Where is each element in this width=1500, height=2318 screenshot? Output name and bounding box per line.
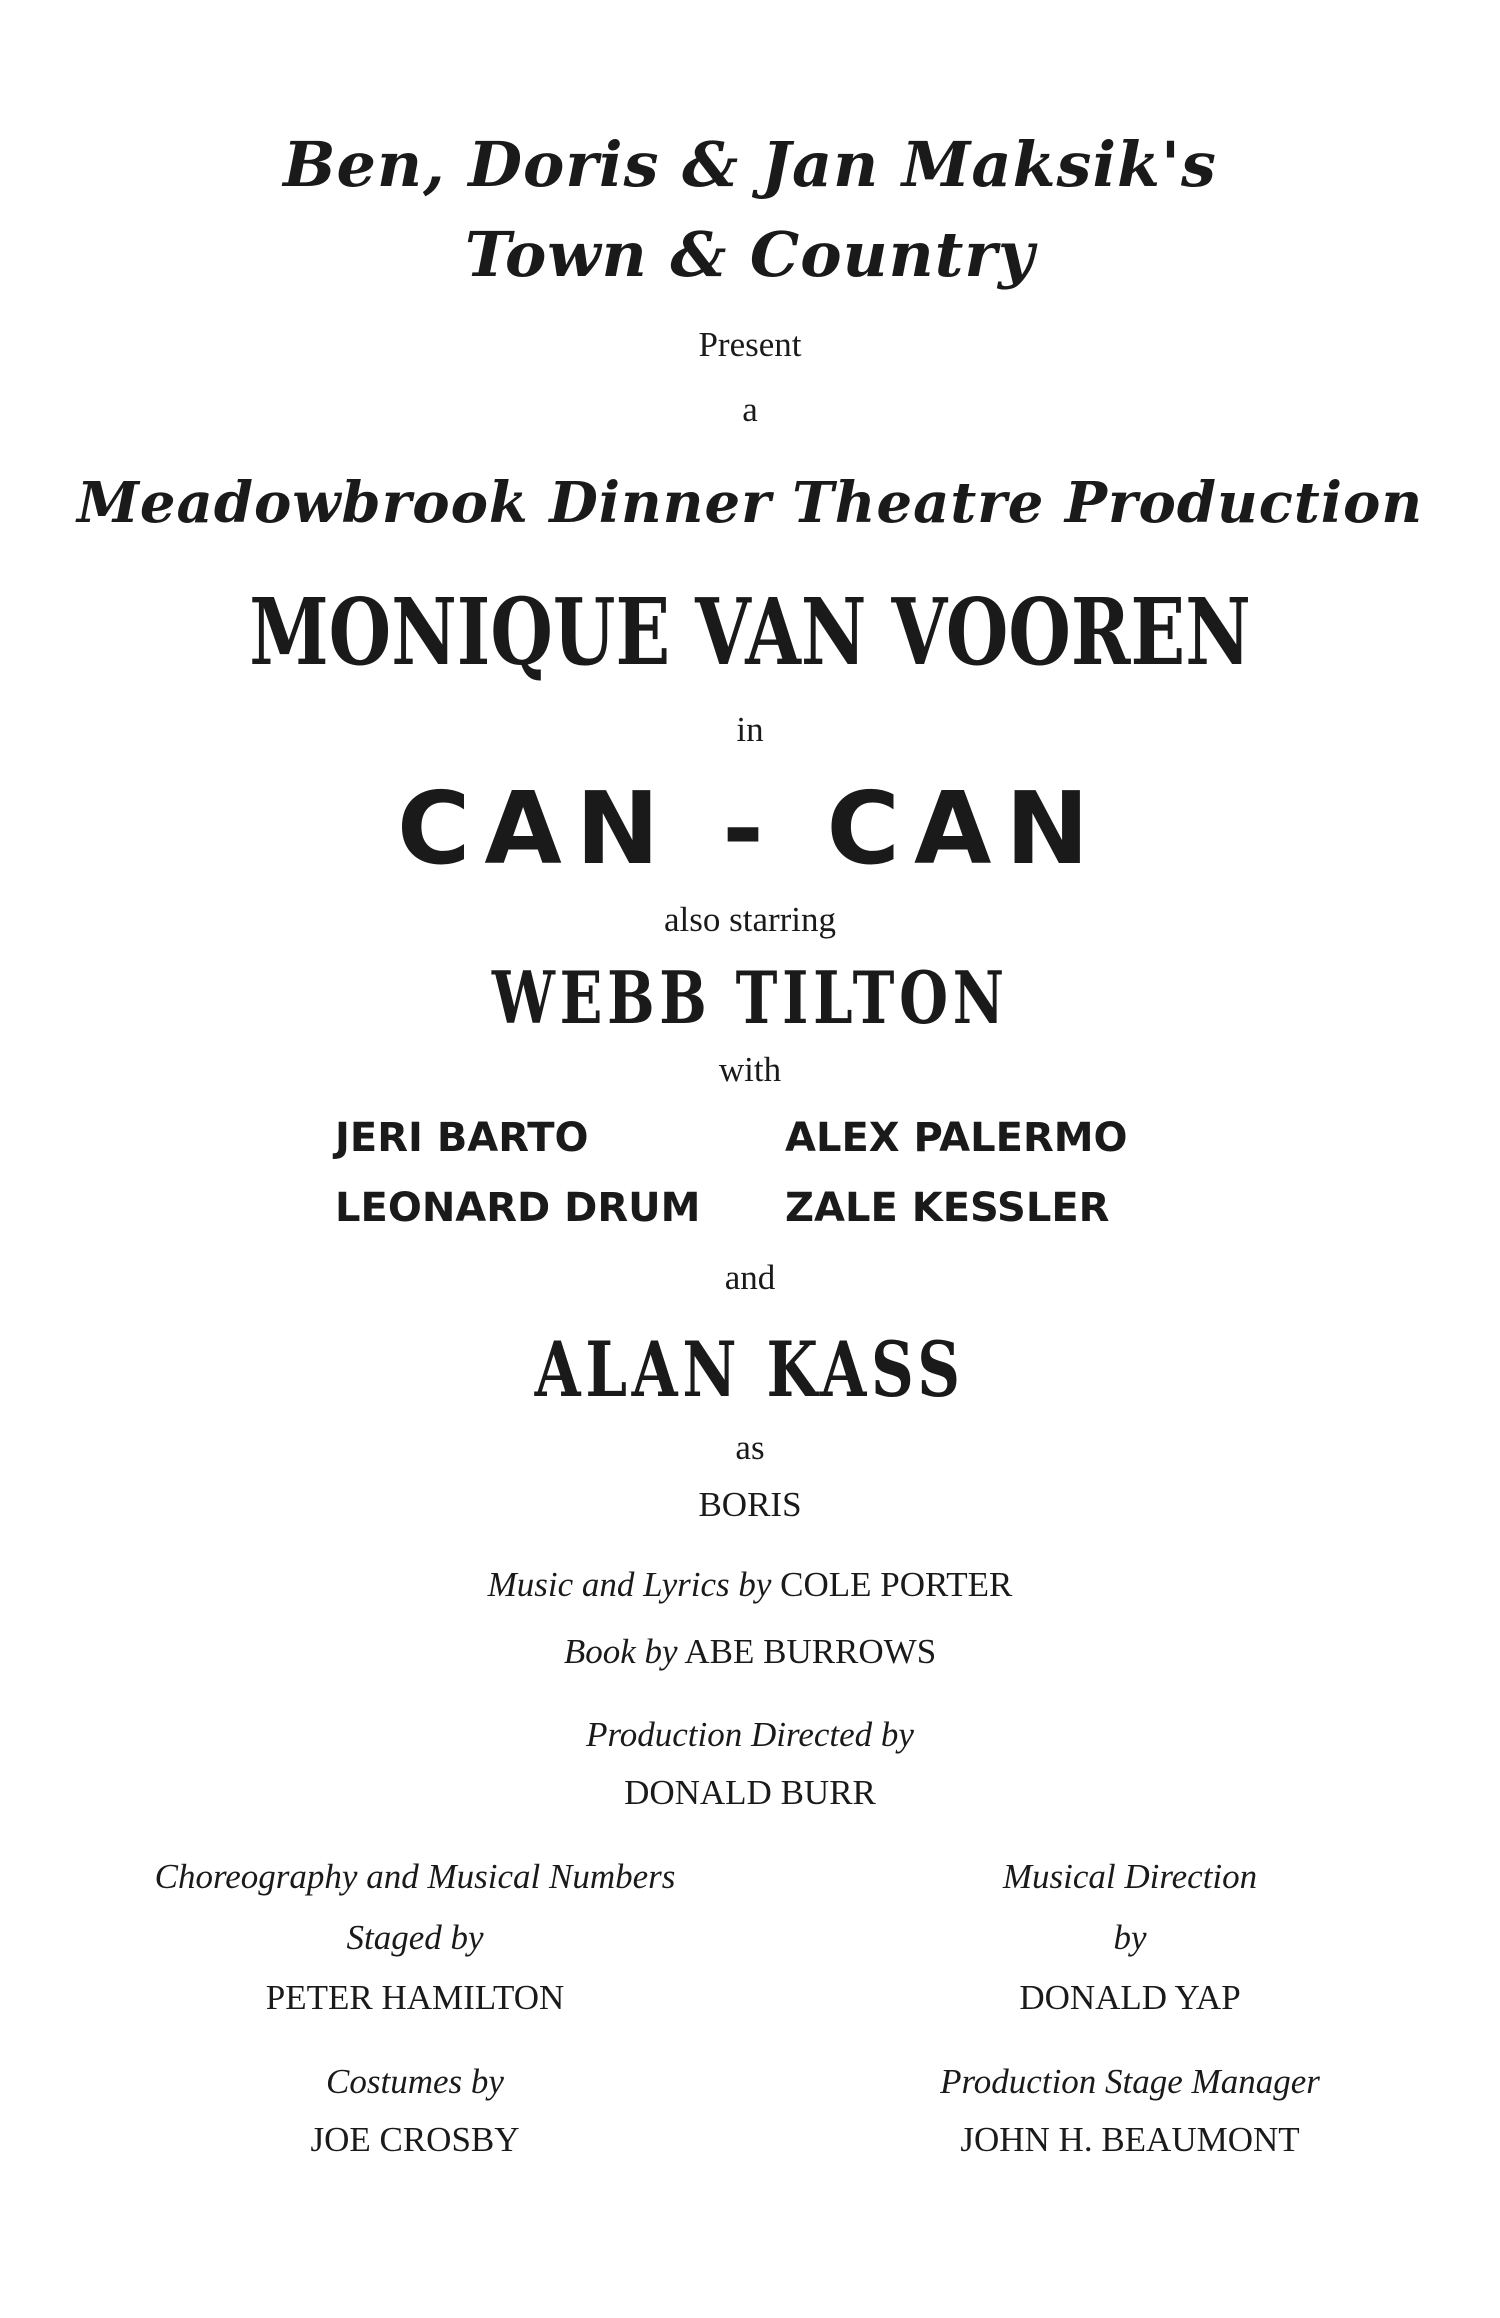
featured-name: ALAN KASS <box>534 1325 966 1414</box>
book-name: ABE BURROWS <box>684 1632 937 1671</box>
costumes-label: Costumes by <box>326 2062 504 2101</box>
book-label: Book by <box>563 1632 678 1671</box>
in-text: in <box>736 710 764 749</box>
cast-right-1: ALEX PALERMO <box>785 1115 1128 1161</box>
director-label: Production Directed by <box>586 1715 914 1754</box>
choreo-label-1: Choreography and Musical Numbers <box>154 1857 676 1896</box>
show-title: CAN - CAN <box>396 770 1104 887</box>
choreo-name: PETER HAMILTON <box>265 1978 565 2017</box>
venue-name: Town & Country <box>464 218 1036 291</box>
costumes-name: JOE CROSBY <box>310 2120 520 2159</box>
stage-manager-label: Production Stage Manager <box>940 2062 1320 2101</box>
book-credit <box>0 1632 1500 1672</box>
and-text: and <box>724 1258 776 1297</box>
cast-left-1: JERI BARTO <box>335 1115 589 1161</box>
star-name-wrap <box>0 578 1500 686</box>
costar-name-wrap <box>0 955 1500 1040</box>
music-name: COLE PORTER <box>780 1565 1013 1604</box>
as-text: as <box>735 1428 765 1467</box>
role-name: BORIS <box>698 1485 802 1524</box>
present-text: Present <box>698 325 802 364</box>
costar-name: WEBB TILTON <box>491 955 1009 1040</box>
cast-left-2: LEONARD DRUM <box>335 1185 701 1231</box>
featured-name-wrap <box>0 1325 1500 1414</box>
music-label: Music and Lyrics by <box>487 1565 772 1604</box>
star-name: MONIQUE VAN VOOREN <box>249 578 1251 686</box>
production-line: Meadowbrook Dinner Theatre Production <box>76 470 1424 536</box>
also-starring-text: also starring <box>663 900 837 939</box>
with-text: with <box>718 1050 782 1089</box>
music-credit <box>0 1565 1500 1605</box>
musical-direction-label-1: Musical Direction <box>1002 1857 1258 1896</box>
stage-manager-name: JOHN H. BEAUMONT <box>960 2120 1300 2159</box>
article-a: a <box>742 390 758 429</box>
director-name: DONALD BURR <box>624 1773 876 1812</box>
musical-direction-label-2: by <box>1113 1918 1147 1957</box>
musical-direction-name: DONALD YAP <box>1019 1978 1241 2017</box>
cast-right-2: ZALE KESSLER <box>785 1185 1110 1231</box>
presenters-line: Ben, Doris & Jan Maksik's <box>283 128 1217 201</box>
choreo-label-2: Staged by <box>346 1918 484 1957</box>
